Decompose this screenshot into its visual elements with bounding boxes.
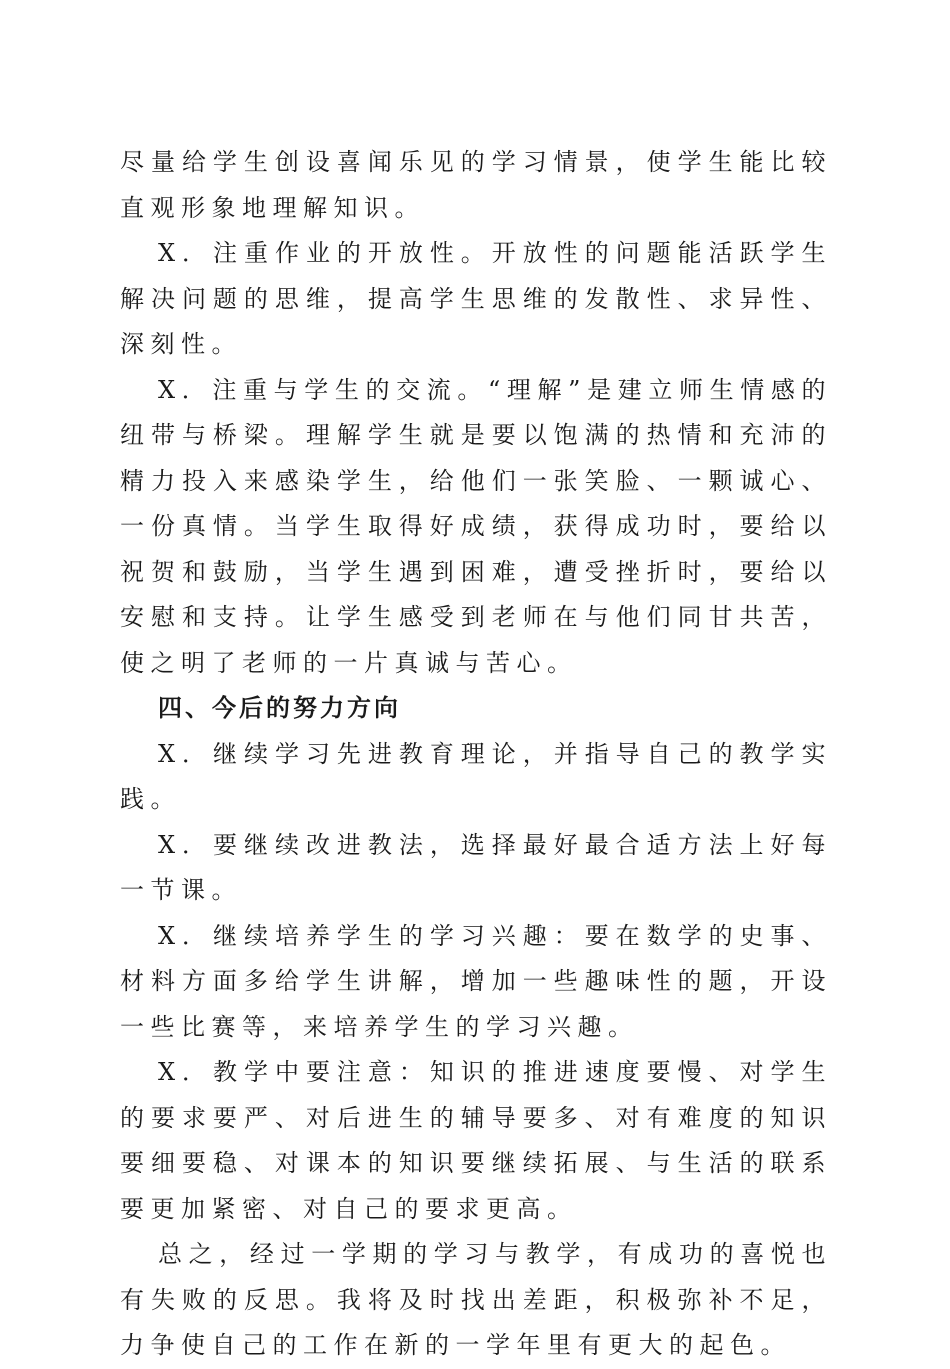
paragraph-conclusion: 总之，经过一学期的学习与教学，有成功的喜悦也有失败的反思。我将及时找出差距，积极弥补不足，力争使自己的工作在新的一学年里有更大的起色。 — [120, 1240, 832, 1359]
document-page — [120, 140, 832, 1369]
section-heading: 四、今后的努力方向 — [158, 694, 401, 722]
paragraph-cultivate-interest: X．继续培养学生的学习兴趣：要在数学的史事、材料方面多给学生讲解，增加一些趣味性的题，开设一些比赛等，来培养学生的学习兴趣。 — [120, 921, 832, 1041]
paragraph-continued: 尽量给学生创设喜闻乐见的学习情景，使学生能比较直观形象地理解知识。 — [120, 148, 832, 222]
paragraph-continue-learning: X．继续学习先进教育理论，并指导自己的教学实践。 — [120, 739, 832, 813]
paragraph-homework-openness: X．注重作业的开放性。开放性的问题能活跃学生解决问题的思维，提高学生思维的发散性、求异性、深刻性。 — [120, 239, 832, 358]
paragraph-teaching-notes: X．教学中要注意：知识的推进速度要慢、对学生的要求要严、对后进生的辅导要多、对有难度的知识要细要稳、对课本的知识要继续拓展、与生活的联系要更加紧密、对自己的要求更高。 — [120, 1058, 832, 1223]
paragraph-student-communication: X．注重与学生的交流。“理解”是建立师生情感的纽带与桥梁。理解学生就是要以饱满的热情和充沛的精力投入来感染学生，给他们一张笑脸、一颗诚心、一份真情。当学生取得好成绩，获得成功时，要给以祝贺和鼓励，当学生遇到困难，遭受挫折时，要给以安慰和支持。让学生感受到老师在与他们同甘共苦，使之明了老师的一片真诚与苦心。 — [120, 375, 832, 677]
paragraph-improve-methods: X．要继续改进教法，选择最好最合适方法上好每一节课。 — [120, 830, 832, 904]
